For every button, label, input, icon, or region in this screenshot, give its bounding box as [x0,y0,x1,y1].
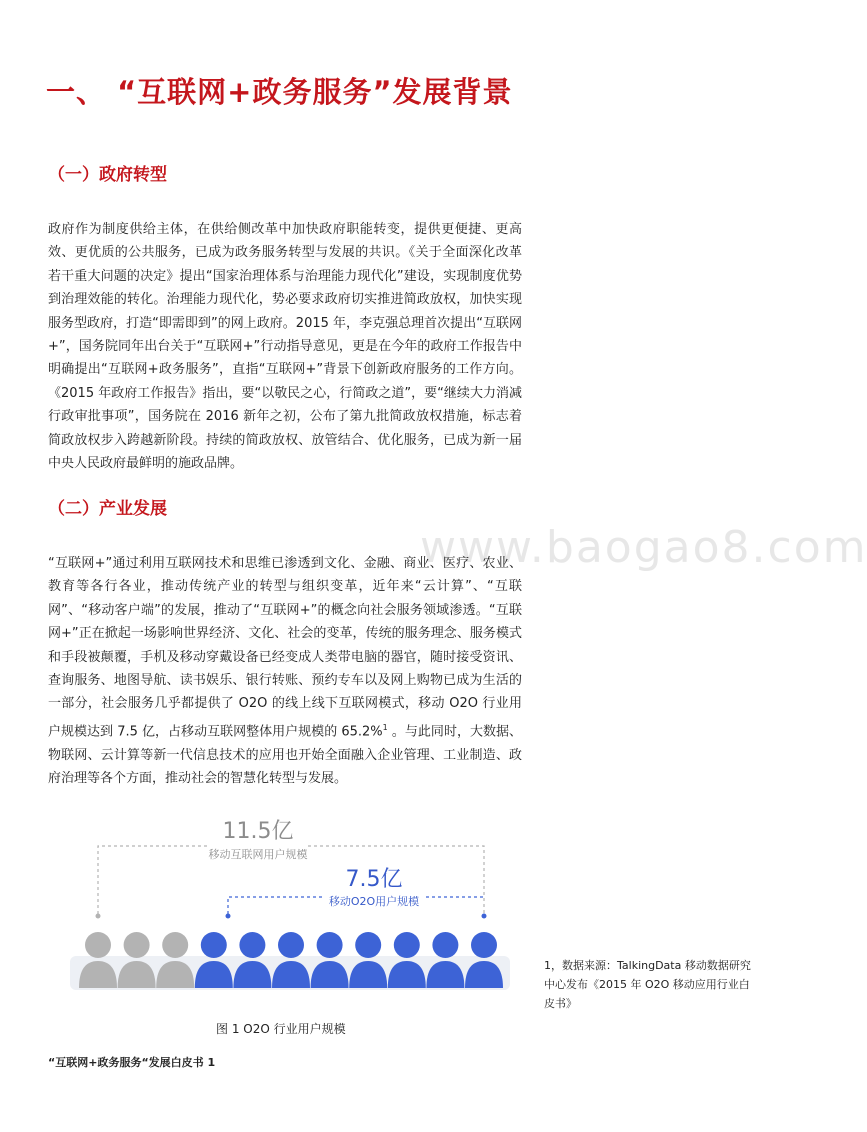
page-heading: 一、 “互联网+政务服务”发展背景 [46,75,513,109]
person-head [85,932,111,958]
o2o-users-label: 移动O2O用户规模 [328,895,420,908]
paragraph-industry-main: “互联网+”通过利用互联网技术和思维已渗透到文化、金融、商业、医疗、农业、教育等各行各业，推动传统产业的转型与组织变革，近年来“云计算”、“互联网”、“移动客户端”的发展，推动了“互联网+”的概念向社会服务领域渗透。“互联网+”正在掀起一场影响世界经济、文化、社会的变革，传统的服务理念、服务模式和手段被颠覆，手机及移动穿戴设备已经变成人类带电脑的器官，随时接受资讯、查询服务、地图导航、读书娱乐、银行转账、预约专车以及网上购物已成为生活的一部分，社会服务几乎都提供了 O2O 的线上线下互联网模式，移动 O2O 行业用户规模达到 7.5 亿，占移动互联网整体用户规模的 65.2% [48,556,522,740]
o2o-users-value: 7.5亿 [345,867,403,892]
paragraph-industry-tail: 。与此同时，大数据、物联网、云计算等新一代信息技术的应用也开始全面融入企业管理、工业制造、政府治理等各个方面，推动社会的智慧化转型与发展。 [48,724,523,786]
person-head [239,932,265,958]
footnote-reference[interactable]: 1 [382,722,388,732]
figure-caption: 图 1 O2O 行业用户规模 [216,1022,346,1036]
total-users-label: 移动互联网用户规模 [208,848,308,861]
person-head [278,932,304,958]
bracket-end-dot [482,914,487,919]
person-head [124,932,150,958]
bracket-end-dot [96,914,101,919]
section-title-industry: （二）产业发展 [48,499,167,519]
person-head [162,932,188,958]
person-head [317,932,343,958]
person-head [394,932,420,958]
page-footer: “互联网+政务服务“发展白皮书 1 [48,1056,216,1069]
person-head [432,932,458,958]
o2o-user-scale-infographic [64,806,484,998]
paragraph-government: 政府作为制度供给主体，在供给侧改革中加快政府职能转变，提供更便捷、更高效、更优质的公共服务，已成为政务服务转型与发展的共识。《关于全面深化改革若干重大问题的决定》提出“国家治理体系与治理能力现代化”建设，实现制度优势到治理效能的转化。治理能力现代化，势必要求政府切实推进简政放权，加快实现服务型政府，打造“即需即到”的网上政府。2015 年，李克强总理首次提出“互联网+”，国务院同年出台关于“互联网+”行动指导意见，更是在今年的政府工作报告中明确提出“互联网+政务服务”，直指“互联网+”背景下创新政府服务的工作方向。《2015 年政府工作报告》指出，要“以敬民之心，行简政之道”，要“继续大力消减行政审批事项”，国务院在 2016 新年之初，公布了第九批简政放权措施，标志着简政放权步入跨越新阶段。持续的简政放权、放管结合、优化服务，已成为新一届中央人民政府最鲜明的施政品牌。 [48,222,522,472]
watermark-text: www.baogao8.com [420,522,867,573]
person-head [201,932,227,958]
person-head [355,932,381,958]
bracket-end-dot [226,914,231,919]
people-icons-row [70,932,510,990]
section-title-government: （一）政府转型 [48,165,167,185]
person-head [471,932,497,958]
total-users-value: 11.5亿 [222,819,294,844]
footnote-source: 1，数据来源：TalkingData 移动数据研究中心发布《2015 年 O2O 移动应用行业白皮书》 [544,959,751,1010]
paragraph-industry [48,552,522,790]
